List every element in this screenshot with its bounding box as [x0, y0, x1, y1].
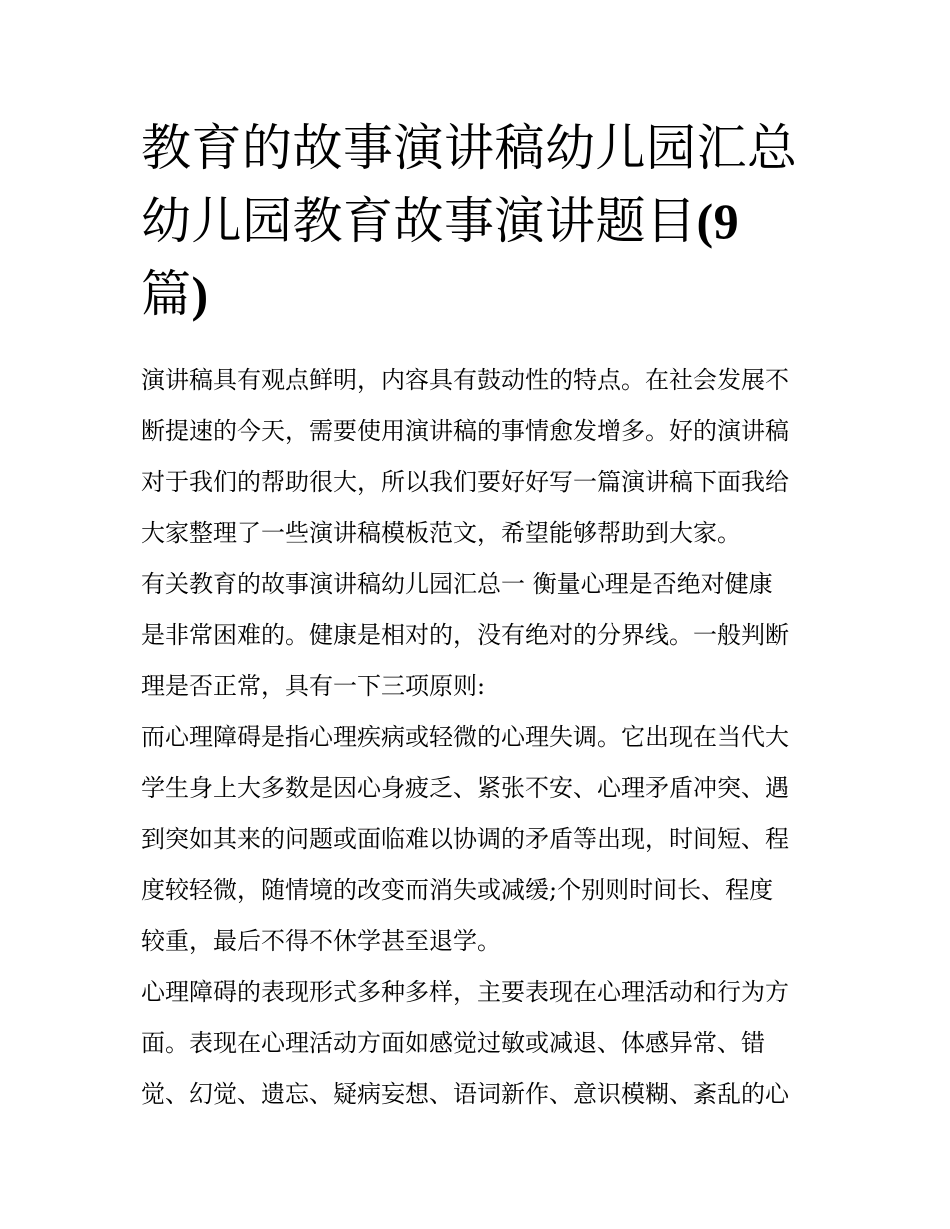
- body-line: 到突如其来的问题或面临难以协调的矛盾等出现，时间短、程: [141, 825, 789, 853]
- body-line: 理是否正常，具有一下三项原则:: [141, 672, 486, 700]
- document-body: [141, 355, 816, 1120]
- body-line: 度较轻微，随情境的改变而消失或减缓;个别则时间长、程度: [141, 876, 774, 904]
- document-title: [141, 112, 831, 331]
- body-line: 大家整理了一些演讲稿模板范文，希望能够帮助到大家。: [141, 519, 741, 547]
- body-line: 觉、幻觉、遗忘、疑病妄想、语词新作、意识模糊、紊乱的心: [141, 1080, 789, 1108]
- title-line-1: 教育的故事演讲稿幼儿园汇总: [141, 119, 798, 177]
- title-line-3: 篇: [141, 265, 192, 323]
- body-line: 断提速的今天，需要使用演讲稿的事情愈发增多。好的演讲稿: [141, 417, 789, 445]
- title-line-3-paren: ): [191, 266, 209, 322]
- title-line-2: 幼儿园教育故事演讲题目: [141, 192, 697, 250]
- body-line: 而心理障碍是指心理疾病或轻微的心理失调。它出现在当代大: [141, 723, 789, 751]
- body-line: 演讲稿具有观点鲜明，内容具有鼓动性的特点。在社会发展不: [141, 366, 789, 394]
- body-line: 是非常困难的。健康是相对的，没有绝对的分界线。一般判断: [141, 621, 789, 649]
- body-line: 较重，最后不得不休学甚至退学。: [141, 927, 501, 955]
- body-line: 有关教育的故事演讲稿幼儿园汇总一 衡量心理是否绝对健康: [141, 570, 773, 598]
- body-line: 面。表现在心理活动方面如感觉过敏或减退、体感异常、错: [141, 1029, 765, 1057]
- body-line: 学生身上大多数是因心身疲乏、紧张不安、心理矛盾冲突、遇: [141, 774, 789, 802]
- body-line: 心理障碍的表现形式多种多样，主要表现在心理活动和行为方: [141, 978, 789, 1006]
- title-line-2-number: (9: [696, 193, 740, 249]
- body-line: 对于我们的帮助很大，所以我们要好好写一篇演讲稿下面我给: [141, 468, 789, 496]
